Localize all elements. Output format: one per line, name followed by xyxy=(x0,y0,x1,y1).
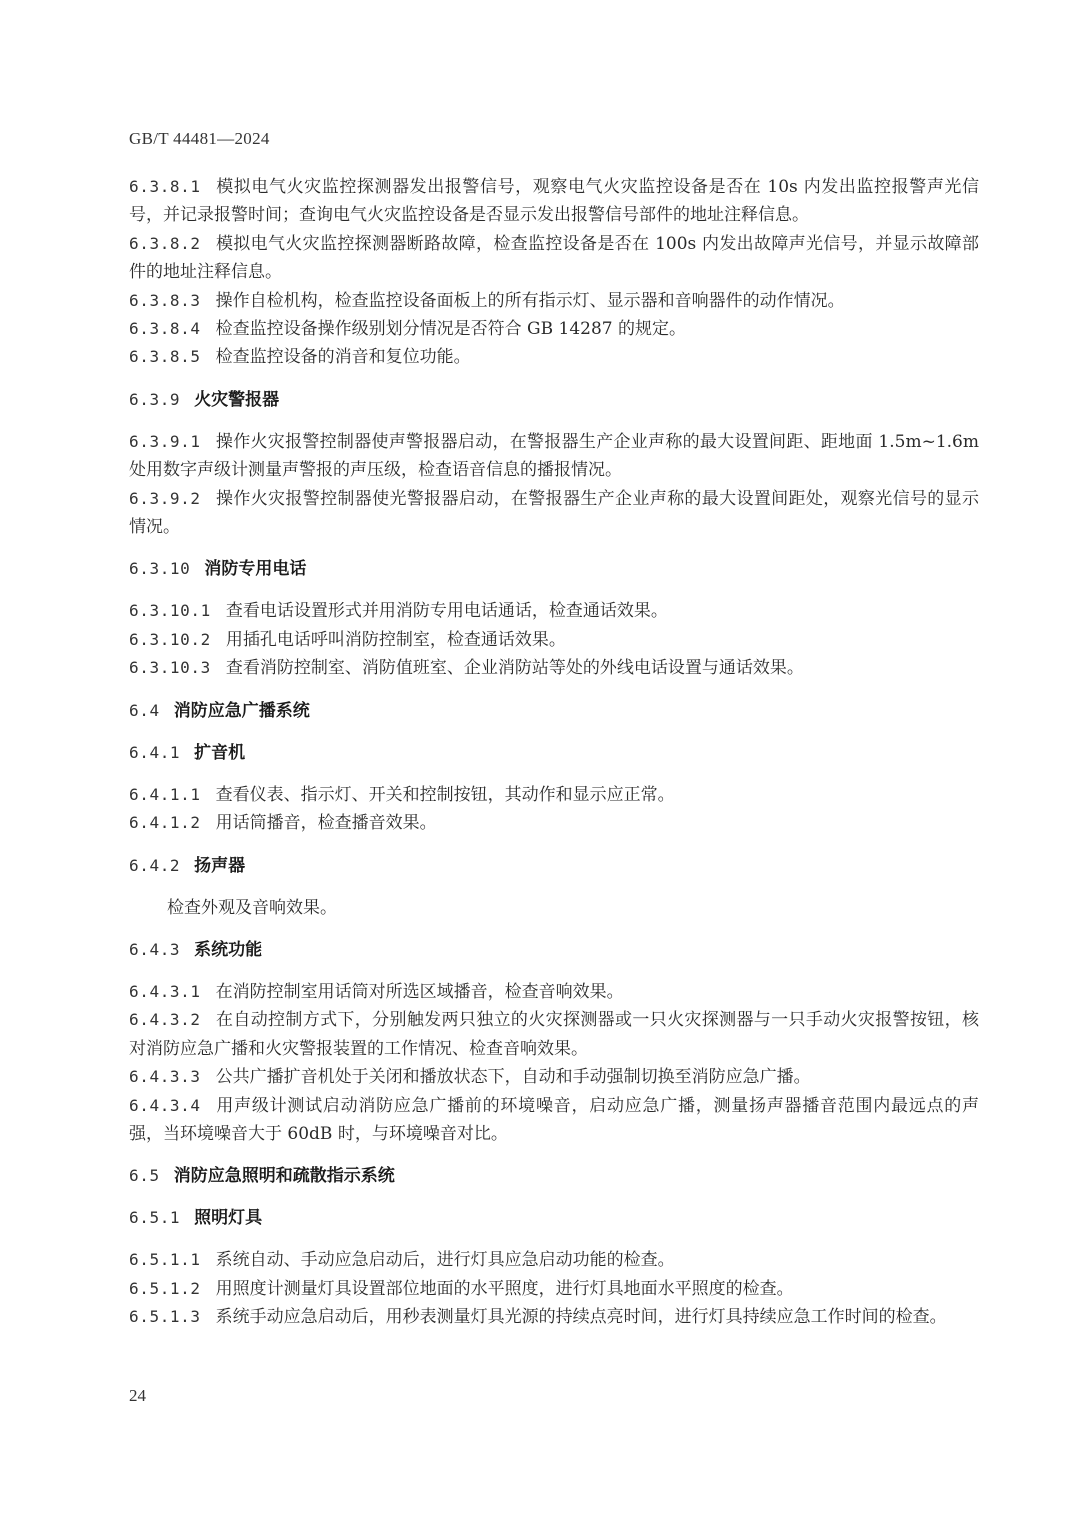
heading-title: 消防应急广播系统 xyxy=(173,700,310,721)
clause-number: 6.3.10.3 xyxy=(129,658,211,678)
clause-text: 系统自动、手动应急启动后，进行灯具应急启动功能的检查。 xyxy=(215,1250,675,1271)
clause-text: 用声级计测试启动消防应急广播前的环境噪音，启动应急广播，测量扬声器播音范围内最远点的声强，当环境噪音大于 60dB 时，与环境噪音对比。 xyxy=(129,1095,979,1144)
clause-6-3-8-3 xyxy=(129,287,979,315)
clause-number: 6.3.8.3 xyxy=(129,290,201,310)
heading-6-3-9 xyxy=(129,386,979,414)
clause-6-4-3-1 xyxy=(129,978,979,1006)
heading-title: 消防专用电话 xyxy=(204,559,307,580)
paragraph-6-4-2: 检查外观及音响效果。 xyxy=(167,897,337,918)
clause-6-4-1-1 xyxy=(129,781,979,809)
heading-title: 扬声器 xyxy=(194,855,246,876)
clause-number: 6.3.8.2 xyxy=(129,233,201,253)
clause-text: 用插孔电话呼叫消防控制室，检查通话效果。 xyxy=(225,629,566,650)
clause-number: 6.3.9.1 xyxy=(129,431,201,451)
clause-number: 6.3.10.1 xyxy=(129,601,211,621)
clause-6-3-10-2 xyxy=(129,626,979,654)
clause-number: 6.4.3.3 xyxy=(129,1067,201,1087)
heading-number: 6.4 xyxy=(129,700,160,720)
clause-6-5-1-1 xyxy=(129,1246,979,1274)
clause-6-3-8-5 xyxy=(129,343,979,371)
heading-number: 6.3.10 xyxy=(129,559,191,579)
heading-title: 消防应急照明和疏散指示系统 xyxy=(173,1166,395,1187)
clause-number: 6.4.3.4 xyxy=(129,1095,201,1115)
clause-text: 在消防控制室用话筒对所选区域播音，检查音响效果。 xyxy=(215,981,624,1002)
clause-text: 用话筒播音，检查播音效果。 xyxy=(215,813,437,834)
clause-text: 公共广播扩音机处于关闭和播放状态下，自动和手动强制切换至消防应急广播。 xyxy=(215,1067,811,1088)
clause-number: 6.5.1.1 xyxy=(129,1250,201,1270)
clause-number: 6.3.8.1 xyxy=(129,177,201,196)
clause-number: 6.3.10.2 xyxy=(129,629,211,649)
clause-6-3-8-4 xyxy=(129,315,979,343)
clause-number: 6.4.1.1 xyxy=(129,784,201,804)
heading-6-4-2 xyxy=(129,852,979,880)
heading-title: 火灾警报器 xyxy=(194,389,280,410)
clause-text: 操作火灾报警控制器使光警报器启动，在警报器生产企业声称的最大设置间距处，观察光信号的显示情况。 xyxy=(129,488,979,538)
clause-6-3-8-2 xyxy=(129,230,979,287)
heading-number: 6.5.1 xyxy=(129,1208,181,1228)
standard-number: GB/T 44481—2024 xyxy=(129,129,270,148)
clause-text: 在自动控制方式下，分别触发两只独立的火灾探测器或一只火灾探测器与一只手动火灾报警按钮，核对消防应急广播和火灾警报装置的工作情况、检查音响效果。 xyxy=(129,1010,979,1059)
clause-text: 检查监控设备的消音和复位功能。 xyxy=(215,347,471,368)
clause-text: 模拟电气火灾监控探测器发出报警信号，观察电气火灾监控设备是否在 10s 内发出监控报警声光信号，并记录报警时间；查询电气火灾监控设备是否显示发出报警信号部件的地址注释信息。 xyxy=(129,177,979,226)
clause-number: 6.3.8.5 xyxy=(129,347,201,367)
clause-text: 查看电话设置形式并用消防专用电话通话，检查通话效果。 xyxy=(225,601,668,622)
clause-text: 用照度计测量灯具设置部位地面的水平照度，进行灯具地面水平照度的检查。 xyxy=(215,1278,794,1299)
heading-number: 6.4.2 xyxy=(129,855,181,875)
clause-number: 6.5.1.3 xyxy=(129,1307,201,1327)
clause-number: 6.5.1.2 xyxy=(129,1278,201,1298)
clause-text: 检查监控设备操作级别划分情况是否符合 GB 14287 的规定。 xyxy=(215,319,687,340)
heading-6-4 xyxy=(129,697,979,725)
heading-number: 6.4.1 xyxy=(129,742,181,762)
clause-text: 查看仪表、指示灯、开关和控制按钮，其动作和显示应正常。 xyxy=(215,784,675,805)
clause-text: 操作自检机构，检查监控设备面板上的所有指示灯、显示器和音响器件的动作情况。 xyxy=(215,290,845,311)
clause-6-5-1-3 xyxy=(129,1303,979,1331)
clause-number: 6.4.1.2 xyxy=(129,813,201,833)
clause-text: 查看消防控制室、消防值班室、企业消防站等处的外线电话设置与通话效果。 xyxy=(225,658,804,679)
heading-number: 6.4.3 xyxy=(129,939,181,959)
clause-number: 6.3.9.2 xyxy=(129,488,201,508)
clause-6-4-1-2 xyxy=(129,809,979,837)
clause-6-3-9-1 xyxy=(129,428,979,485)
page-number: 24 xyxy=(129,1386,146,1405)
heading-title: 照明灯具 xyxy=(194,1208,263,1229)
clause-6-4-3-2 xyxy=(129,1006,979,1063)
clause-text: 系统手动应急启动后，用秒表测量灯具光源的持续点亮时间，进行灯具持续应急工作时间的检查。 xyxy=(215,1307,947,1328)
clause-6-4-3-4 xyxy=(129,1092,979,1149)
clause-6-5-1-2 xyxy=(129,1275,979,1303)
clause-number: 6.3.8.4 xyxy=(129,319,201,339)
heading-title: 系统功能 xyxy=(194,939,263,960)
page-content xyxy=(129,173,979,1332)
clause-text: 模拟电气火灾监控探测器断路故障，检查监控设备是否在 100s 内发出故障声光信号，并显示故障部件的地址注释信息。 xyxy=(129,233,979,283)
clause-6-3-10-3 xyxy=(129,654,979,682)
heading-6-4-1 xyxy=(129,739,979,767)
clause-number: 6.4.3.1 xyxy=(129,981,201,1001)
heading-6-3-10 xyxy=(129,555,979,583)
heading-6-5-1 xyxy=(129,1204,979,1232)
clause-6-4-3-3 xyxy=(129,1063,979,1091)
heading-number: 6.5 xyxy=(129,1166,160,1186)
clause-6-3-10-1 xyxy=(129,597,979,625)
clause-text: 操作火灾报警控制器使声警报器启动，在警报器生产企业声称的最大设置间距、距地面 1.5m~1.6m 处用数字声级计测量声警报的声压级，检查语音信息的播报情况。 xyxy=(129,431,979,481)
clause-6-3-9-2 xyxy=(129,485,979,542)
heading-6-4-3 xyxy=(129,936,979,964)
heading-6-5 xyxy=(129,1162,979,1190)
clause-6-3-8-1 xyxy=(129,173,979,230)
heading-title: 扩音机 xyxy=(194,742,246,763)
heading-number: 6.3.9 xyxy=(129,389,181,409)
clause-number: 6.4.3.2 xyxy=(129,1010,201,1030)
